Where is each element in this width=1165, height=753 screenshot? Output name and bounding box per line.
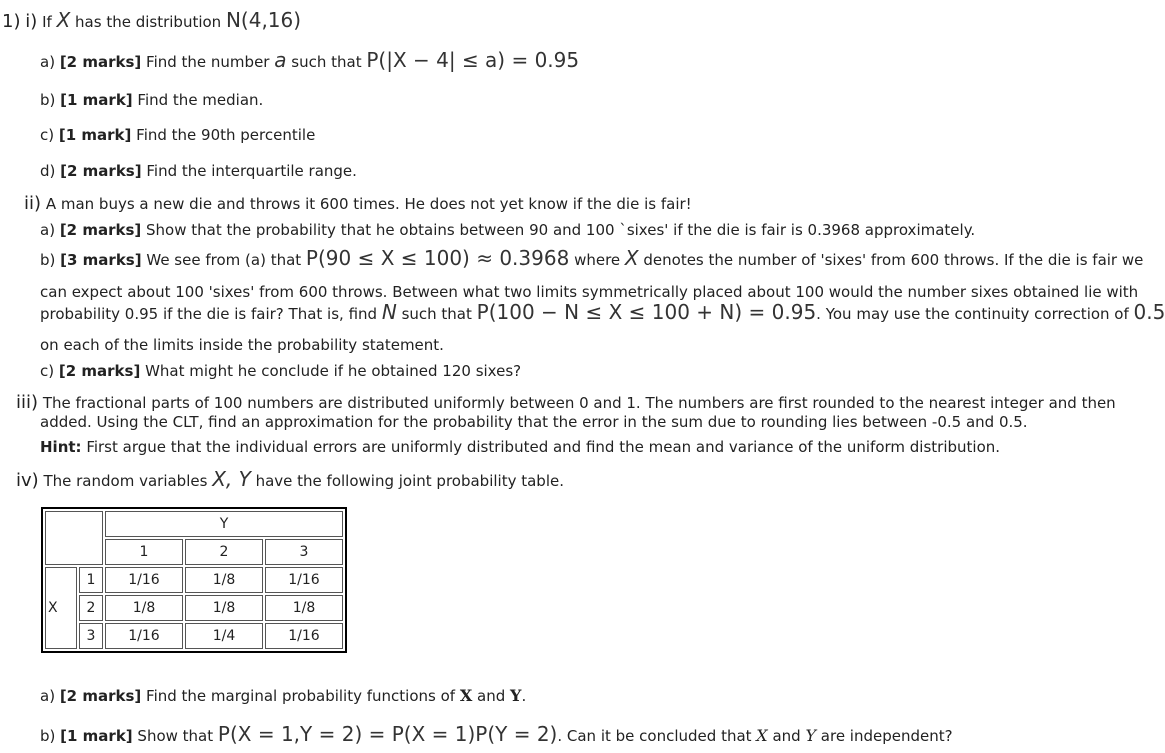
part-ii-b-text2: where — [569, 251, 625, 269]
part-iv-b-text: Show that — [132, 727, 218, 745]
part-ii-c — [40, 361, 521, 381]
part-i-a-var: a — [274, 48, 287, 72]
part-iv-b-var-y: Y — [805, 726, 817, 745]
part-i-a-marks: [2 marks] — [59, 53, 142, 71]
part-ii-b-line3-var: N — [381, 300, 397, 324]
table-cell: 1/4 — [185, 623, 263, 649]
part-ii-c-label: c) — [40, 362, 55, 380]
part-i-b-marks: [1 mark] — [60, 91, 133, 109]
table-cell: 1/16 — [265, 567, 343, 593]
table-cell: 1/16 — [105, 623, 183, 649]
part-ii-a-text: Show that the probability that he obtains between 90 and 100 `sixes' if the die is fair is 0.3968 approximately. — [141, 221, 976, 239]
part-iv-b-text2: . Can it be concluded that — [557, 727, 757, 745]
table-row — [45, 623, 343, 649]
table-cell: 1/16 — [265, 623, 343, 649]
part-ii-b-line3 — [40, 302, 1165, 324]
part-iii-label: iii) — [16, 392, 39, 413]
part-iv-b-label: b) — [40, 727, 56, 745]
part-iv-b-and: and — [767, 727, 806, 745]
part-ii-a — [40, 220, 975, 240]
part-i-a-text: Find the number — [141, 53, 275, 71]
part-ii-b-line3-text: probability 0.95 if the die is fair? That is, find — [40, 305, 382, 323]
part-ii-b-var: X — [624, 246, 639, 270]
part-iv-a-and: and — [472, 687, 511, 705]
x-value-3: 3 — [79, 623, 103, 649]
table-cell: 1/8 — [185, 595, 263, 621]
part-iii-line1 — [16, 393, 1116, 413]
part-i-intro-prefix: If — [42, 13, 57, 31]
table-cell: 1/8 — [185, 567, 263, 593]
part-iv-a — [40, 686, 526, 706]
part-i-d-text: Find the interquartile range. — [141, 162, 357, 180]
hint-text: First argue that the individual errors are uniformly distributed and find the mean and variance of the uniform distribution. — [81, 438, 1001, 456]
x-header: X — [45, 567, 77, 649]
y-value-2: 2 — [185, 539, 263, 565]
part-i-d-marks: [2 marks] — [60, 162, 142, 180]
x-value-1: 1 — [79, 567, 103, 593]
part-iv-intro — [16, 469, 564, 491]
part-ii-b-line4 — [40, 335, 444, 355]
part-i-a-math: P(|X − 4| ≤ a) = 0.95 — [366, 48, 580, 72]
table-row — [45, 567, 343, 593]
y-value-3: 3 — [265, 539, 343, 565]
part-iv-a-end: . — [521, 687, 527, 705]
x-value-2: 2 — [79, 595, 103, 621]
question-number: 1) — [2, 11, 21, 32]
part-i-distribution: N(4,16) — [225, 8, 302, 32]
part-iii-line2 — [40, 412, 1028, 432]
part-iv-a-var-x: X — [459, 686, 473, 705]
part-i-a-text2: such that — [286, 53, 367, 71]
question-1-part-i-intro — [2, 10, 301, 32]
part-iv-b-math: P(X = 1,Y = 2) = P(X = 1)P(Y = 2) — [217, 722, 558, 746]
part-ii-b-label: b) — [40, 251, 56, 269]
part-ii-b-text1: We see from (a) that — [141, 251, 306, 269]
part-ii-c-marks: [2 marks] — [58, 362, 141, 380]
table-cell: 1/8 — [265, 595, 343, 621]
part-ii-b-line3-math: P(100 − N ≤ X ≤ 100 + N) = 0.95 — [476, 300, 817, 324]
part-ii-b-marks: [3 marks] — [60, 251, 142, 269]
part-ii-intro-text: A man buys a new die and throws it 600 times. He does not yet know if the die is fair! — [45, 195, 692, 213]
part-iii-hint — [40, 437, 1000, 457]
part-ii-a-marks: [2 marks] — [59, 221, 142, 239]
part-i-a-label: a) — [40, 53, 56, 71]
part-iv-a-label: a) — [40, 687, 56, 705]
part-ii-b-line2-text: can expect about 100 'sixes' from 600 throws. Between what two limits symmetrically placed about 100 would the number sixes obtained lie with — [40, 283, 1139, 301]
part-i-c-label: c) — [40, 126, 55, 144]
part-ii-b-line3-text2: such that — [396, 305, 477, 323]
table-cell: 1/16 — [105, 567, 183, 593]
y-value-1: 1 — [105, 539, 183, 565]
part-iv-intro-text: The random variables — [43, 472, 213, 490]
part-iv-b-var-x: X — [756, 726, 768, 745]
part-i-b-text: Find the median. — [132, 91, 264, 109]
part-iv-b — [40, 724, 953, 746]
table-header-row-y — [45, 511, 343, 537]
part-iii-line2-text: added. Using the CLT, find an approximation for the probability that the error in the sum due to rounding lies between -0.5 and 0.5. — [40, 413, 1028, 431]
part-i-b — [40, 90, 263, 110]
part-iv-b-end: are independent? — [816, 727, 953, 745]
part-iv-a-text: Find the marginal probability functions of — [141, 687, 460, 705]
part-ii-b-line1 — [40, 248, 1143, 270]
part-ii-b-line3-text3: . You may use the continuity correction of — [816, 305, 1134, 323]
part-i-intro-mid: has the distribution — [70, 13, 226, 31]
part-iv-b-marks: [1 mark] — [60, 727, 133, 745]
part-i-d-label: d) — [40, 162, 56, 180]
part-ii-c-text: What might he conclude if he obtained 120 sixes? — [140, 362, 522, 380]
joint-probability-table — [41, 507, 347, 653]
part-iv-intro-vars: X, Y — [212, 467, 251, 491]
part-i-a — [40, 50, 579, 72]
part-ii-label: ii) — [24, 193, 42, 214]
table-row — [45, 595, 343, 621]
part-iv-intro-text2: have the following joint probability table. — [250, 472, 564, 490]
part-i-d — [40, 161, 357, 181]
part-i-intro-var: X — [56, 8, 71, 32]
part-i-b-label: b) — [40, 91, 56, 109]
part-iv-a-marks: [2 marks] — [59, 687, 142, 705]
part-ii-b-math1: P(90 ≤ X ≤ 100) ≈ 0.3968 — [305, 246, 570, 270]
part-i-c-text: Find the 90th percentile — [131, 126, 316, 144]
part-iii-line1-text: The fractional parts of 100 numbers are distributed uniformly between 0 and 1. The numbers are first rounded to the nearest integer and then — [42, 394, 1116, 412]
part-ii-b-text3: denotes the number of 'sixes' from 600 throws. If the die is fair we — [638, 251, 1144, 269]
y-header: Y — [105, 511, 343, 537]
part-i-c — [40, 125, 315, 145]
part-ii-b-line4-text: on each of the limits inside the probability statement. — [40, 336, 444, 354]
part-iv-label: iv) — [16, 470, 39, 491]
part-i-label: i) — [25, 11, 38, 32]
table-cell: 1/8 — [105, 595, 183, 621]
part-i-c-marks: [1 mark] — [58, 126, 132, 144]
part-ii-b-line2 — [40, 282, 1138, 302]
table-corner-cell — [45, 511, 103, 565]
part-ii-intro — [24, 194, 692, 214]
part-iv-a-var-y: Y — [510, 686, 522, 705]
hint-label: Hint: — [40, 438, 82, 456]
part-ii-b-line3-num: 0.5 — [1133, 300, 1165, 324]
part-ii-a-label: a) — [40, 221, 56, 239]
